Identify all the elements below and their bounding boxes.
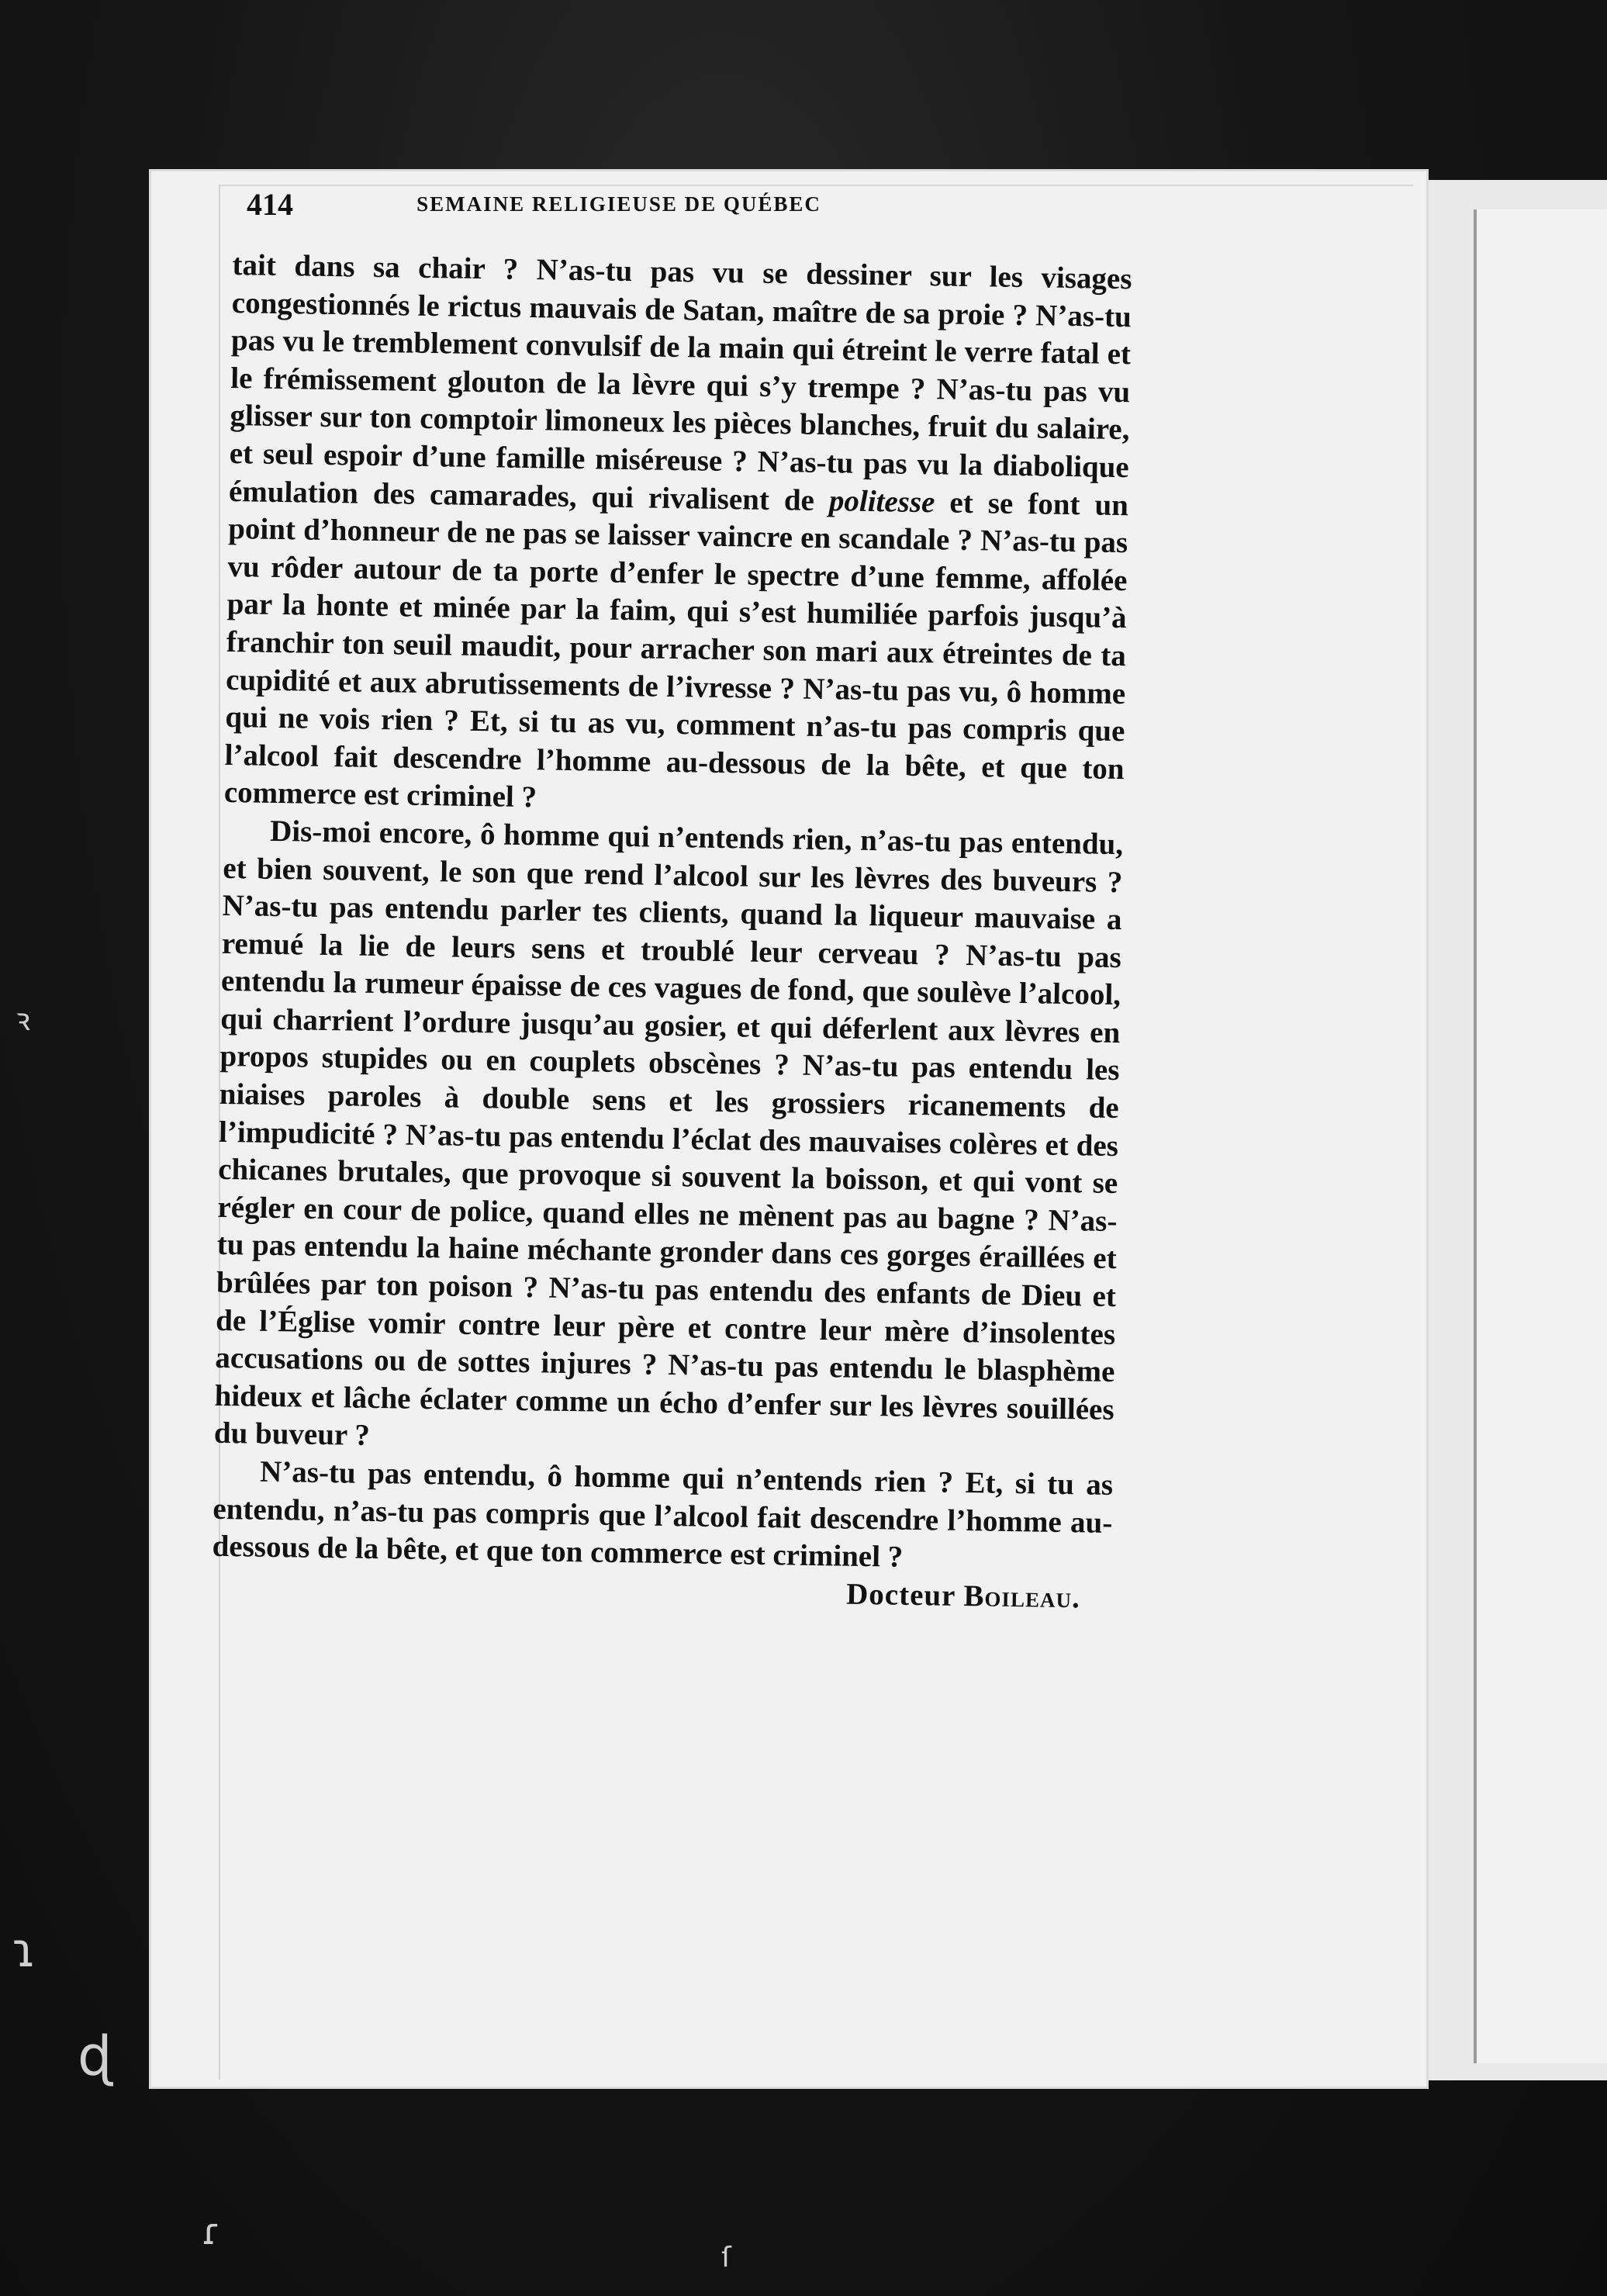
italic-word: politesse [828,483,935,519]
film-scratch-mark: ɖ [78,2025,112,2088]
paragraph-1-text-b: et se font un point d’honneur de ne pas se laisser vaincre en scandale ? N’as-tu pas vu rôder autour de ta porte d’enfer le spectre d’une femme, affolée par la honte et minée par la faim, qui s’est humiliée parfois jusqu’à franchir ton seuil maudit, pour arracher son mari aux étreintes de ta cupidité et aux abrutissements de l’ivresse ? N’as-tu pas vu, ô homme qui ne vois rien ? Et, si tu as vu, comment n’as-tu pas compris que l’alcool fait descendre l’homme au-dessous de la bête, et que ton commerce est criminel ? [223,485,1129,814]
film-scratch-mark: ſ [721,2242,731,2274]
running-title: SEMAINE RELIGIEUSE DE QUÉBEC [416,192,821,216]
paragraph-2: Dis-moi encore, ô homme qui n’entends rien, n’as-tu pas entendu, et bien souvent, le son que rend l’alcool sur les lèvres des buveurs ? N’as-tu pas entendu parler tes clients, quand la liqueur mauvaise a remué la lie de leurs sens et troublé leur cerveau ? N’as-tu pas entendu la rumeur épaisse de ces vagues de fond, que soulève l’alcool, qui charrient l’ordure jusqu’au gosier, et qui déferlent aux lèvres en propos stupides ou en couplets obscènes ? N’as-tu pas entendu les niaises paroles à double sens et les grossiers ricanements de l’impudicité ? N’as-tu pas entendu l’éclat des mauvaises colères et des chicanes brutales, que provoque si souvent la boisson, et qui vont se régler en cour de police, quand elles ne mènent pas au bagne ? N’as-tu pas entendu la haine méchante gronder dans ces gorges éraillées et brûlées par ton poison ? N’as-tu pas entendu des enfants de Dieu et de l’Église vomir contre leur père et contre leur mère d’insolentes accusations ou de sottes injures ? N’as-tu pas entendu le blasphème hideux et lâche éclater comme un écho d’enfer sur les lèvres souillées du buveur ? [213,814,1124,1453]
adjacent-page-border [1474,209,1607,2063]
signature-title: Docteur [845,1577,956,1613]
signature-name: Boileau. [963,1578,1081,1615]
paragraph-1 [224,247,1132,826]
film-scratch-mark: ɿ [12,1924,36,1978]
page-number: 414 [247,187,293,222]
paragraph-3: N’as-tu pas entendu, ô homme qui n’entends rien ? Et, si tu as entendu, n’as-tu pas compris que l’alcool fait descendre l’homme au-dessous de la bête, et que ton commerce est criminel ? [212,1454,1114,1574]
page-header [247,186,1100,233]
film-scratch-mark: ꝛ [16,1002,30,1038]
paragraph-1-text-a: tait dans sa chair ? N’as-tu pas vu se dessiner sur les visages congestionnés le rictus mauvais de Satan, maître de sa proie ? N’as-tu pas vu le tremblement convulsif de la main qui étreint le verre fatal et le frémissement glouton de la lèvre qui s’y trempe ? N’as-tu pas vu glisser sur ton comptoir limoneux les pièces blanches, fruit du salaire, et seul espoir d’une famille miséreuse ? N’as-tu pas vu la diabolique émulation des camarades, qui rivalisent de [228,247,1132,517]
film-scratch-mark: ɾ [202,2211,221,2253]
article-body [212,247,1132,1617]
